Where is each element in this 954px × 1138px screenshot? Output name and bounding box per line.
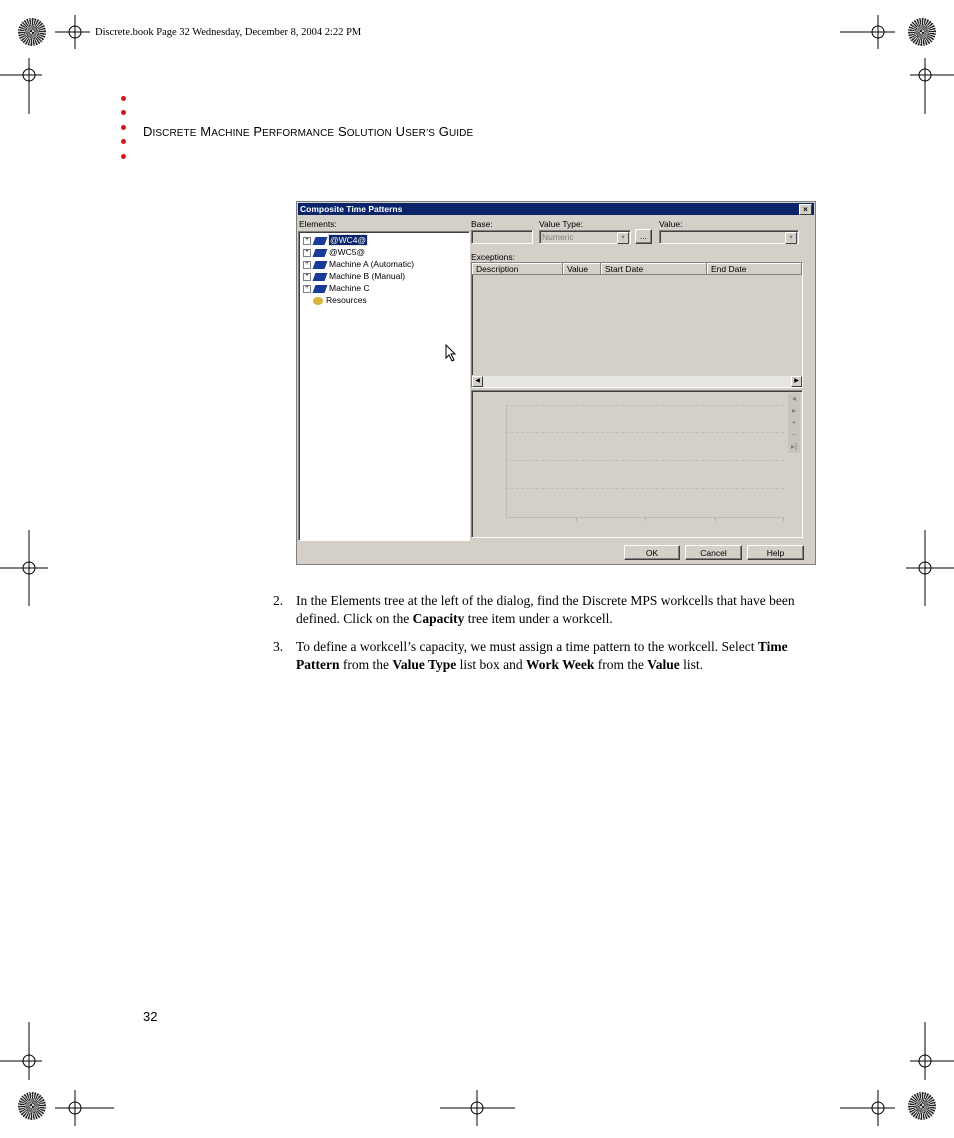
value-label: Value: [659, 219, 683, 229]
tree-item[interactable] [303, 270, 405, 282]
step-number: 2. [273, 593, 284, 608]
mouse-cursor-icon [445, 344, 457, 362]
column-header[interactable]: Start Date [601, 263, 707, 275]
tree-item-label: @WC4@ [330, 235, 367, 245]
nav-first-icon[interactable]: ◂ [791, 394, 796, 403]
cancel-button[interactable]: Cancel [685, 545, 742, 560]
tree-item-label: Machine A (Automatic) [329, 259, 415, 269]
running-head-word: DISCRETE [143, 124, 197, 139]
help-button[interactable]: Help [747, 545, 804, 560]
time-pattern-chart[interactable] [471, 390, 803, 538]
running-head-word: SOLUTION [337, 124, 392, 139]
base-label: Base: [471, 219, 493, 229]
expand-icon[interactable]: + [303, 273, 311, 281]
tree-item[interactable] [303, 246, 365, 258]
tree-item[interactable] [303, 258, 414, 270]
horizontal-scrollbar[interactable] [472, 375, 802, 387]
dialog-title: Composite Time Patterns [300, 204, 403, 214]
value-type-combo[interactable] [539, 230, 631, 244]
running-head-word: MACHINE [200, 124, 250, 139]
running-head [143, 124, 473, 139]
scroll-right-icon[interactable]: ▶ [791, 376, 802, 387]
running-head-word: PERFORMANCE [253, 124, 335, 139]
nav-last-icon[interactable]: ▸| [790, 442, 798, 451]
expand-icon[interactable]: + [303, 237, 311, 245]
expand-icon[interactable]: + [303, 249, 311, 257]
tree-item-label: Machine C [329, 283, 370, 293]
base-field[interactable] [471, 230, 533, 244]
composite-time-patterns-dialog [296, 201, 816, 565]
tree-item-label: Machine B (Manual) [329, 271, 406, 281]
scroll-left-icon[interactable]: ◀ [472, 376, 483, 387]
step-item [273, 638, 813, 674]
print-slug: Discrete.book Page 32 Wednesday, December 8, 2004 2:22 PM [95, 27, 362, 38]
value-type-value: Numeric [542, 232, 574, 242]
tree-item-label: Resources [326, 295, 367, 305]
page-number: 32 [143, 1009, 158, 1024]
instruction-steps [273, 592, 813, 684]
margin-bullets [121, 96, 129, 168]
ok-button[interactable]: OK [624, 545, 680, 560]
column-header[interactable]: Description [472, 263, 563, 275]
resources-icon [313, 297, 323, 305]
running-head-word: USER’S [395, 124, 436, 139]
dialog-title-bar [298, 203, 814, 215]
step-text: In the Elements tree at the left of the dialog, find the Discrete MPS workcells that have been defined. Click on the Capacity tree item under a workcell. [296, 593, 795, 626]
step-text: To define a workcell’s capacity, we must assign a time pattern to the workcell. Select Time Pattern from the Value Type list box and Work Week from the Value list. [296, 639, 788, 672]
exceptions-label: Exceptions: [471, 252, 515, 262]
tree-item[interactable] [313, 294, 367, 306]
tree-item[interactable] [303, 234, 367, 246]
chevron-down-icon[interactable]: ▼ [617, 232, 629, 244]
machine-icon [313, 273, 328, 281]
step-number: 3. [273, 639, 284, 654]
chart-navigator [788, 393, 800, 453]
expand-icon[interactable]: + [303, 261, 311, 269]
workcell-icon [313, 237, 328, 245]
nav-next-icon[interactable]: ▸ [791, 406, 796, 415]
tree-item[interactable] [303, 282, 370, 294]
machine-icon [313, 285, 328, 293]
browse-button[interactable]: ... [635, 229, 652, 244]
zoom-in-icon[interactable]: + [791, 418, 797, 427]
elements-label: Elements: [299, 219, 337, 229]
workcell-icon [313, 249, 328, 257]
column-header[interactable]: Value [563, 263, 601, 275]
zoom-out-icon[interactable]: − [791, 430, 797, 439]
expand-icon[interactable]: + [303, 285, 311, 293]
running-head-word: GUIDE [438, 124, 474, 139]
machine-icon [313, 261, 328, 269]
chevron-down-icon[interactable]: ▼ [785, 232, 797, 244]
value-combo[interactable] [659, 230, 799, 244]
value-type-label: Value Type: [539, 219, 584, 229]
column-header[interactable]: End Date [707, 263, 802, 275]
tree-item-label: @WC5@ [329, 247, 366, 257]
exceptions-list[interactable] [471, 262, 803, 388]
close-button[interactable]: × [799, 204, 812, 215]
step-item [273, 592, 813, 628]
elements-tree[interactable] [298, 231, 470, 541]
